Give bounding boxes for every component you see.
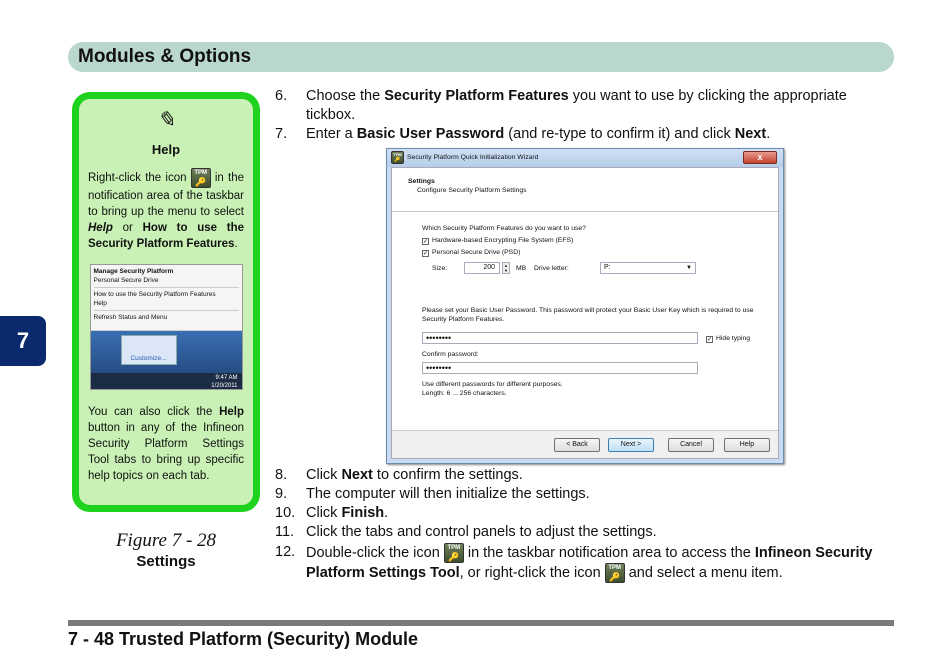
pencil-icon: ✎ bbox=[156, 107, 176, 132]
password-hint-2: Length: 6 ... 256 characters. bbox=[422, 390, 507, 397]
menu-item-refresh[interactable]: Refresh Status and Menu bbox=[93, 314, 168, 321]
efs-checkbox-row[interactable]: ✓ Hardware-based Encrypting File System (EFS) bbox=[423, 237, 574, 245]
password-hint-1: Use different passwords for different purposes. bbox=[422, 381, 563, 388]
features-question: Which Security Platform Features do you want to use? bbox=[422, 225, 586, 232]
tpm-icon: TPM 🔑 bbox=[191, 168, 211, 188]
step-8: 8. Click Next to confirm the settings. bbox=[275, 467, 523, 483]
back-button[interactable]: < Back bbox=[554, 438, 600, 452]
step-7: 7. Enter a Basic User Password (and re-type to confirm it) and click Next. bbox=[275, 126, 771, 142]
help-sidebar bbox=[72, 92, 260, 512]
dialog-header bbox=[392, 168, 778, 212]
dialog-subheading: Configure Security Platform Settings bbox=[417, 187, 527, 194]
chevron-down-icon: ▼ bbox=[686, 265, 692, 271]
desktop-background bbox=[91, 331, 242, 390]
step-11: 11. Click the tabs and control panels to adjust the settings. bbox=[275, 524, 657, 540]
step-6: 6. Choose the Security Platform Features you want to use by clicking the appropriate tickbox. bbox=[275, 88, 847, 123]
dialog-heading: Settings bbox=[408, 178, 435, 185]
dialog-title: Security Platform Quick Initialization Wizard bbox=[407, 154, 539, 161]
size-unit: MB bbox=[516, 265, 527, 272]
taskbar bbox=[91, 373, 242, 390]
step-10: 10. Click Finish. bbox=[275, 505, 389, 521]
figure-caption bbox=[72, 530, 260, 572]
hide-typing-row[interactable]: ✓ Hide typing bbox=[707, 335, 751, 343]
help-title: Help bbox=[151, 142, 181, 157]
step-12: 12. Double-click the icon TPM 🔑 in the taskbar notification area to access the Infineon Security Platform Settings Tool, or right-click the icon TPM 🔑 and select a menu item. bbox=[275, 544, 873, 582]
drive-letter-select[interactable]: P: ▼ bbox=[600, 262, 696, 274]
figure-number: Figure 7 - 28 bbox=[115, 530, 217, 551]
footer-rule bbox=[68, 620, 894, 626]
help-button[interactable]: Help bbox=[724, 438, 770, 452]
dialog-footer bbox=[392, 430, 778, 458]
footer-title: 7 - 48 Trusted Platform (Security) Module bbox=[68, 629, 419, 649]
taskbar-date: 1/20/2011 bbox=[211, 383, 238, 389]
dialog-titlebar bbox=[387, 149, 783, 167]
help-paragraph-1: Right-click the icon TPM 🔑 in the notification area of the taskbar to bring up the menu to select Help or How to use the Security Platform Features. bbox=[88, 170, 244, 250]
tpm-icon: TPM 🔑 bbox=[444, 543, 464, 563]
hide-typing-checkbox[interactable]: ✓ bbox=[707, 337, 713, 343]
menu-item-manage[interactable]: Manage Security Platform bbox=[93, 268, 174, 275]
customize-link[interactable]: Customize... bbox=[121, 335, 177, 365]
figure-name: Settings bbox=[136, 553, 196, 570]
size-spinner[interactable]: ▲ ▼ bbox=[502, 262, 510, 274]
password-instructions: Please set your Basic User Password. This password will protect your Basic User Key which is required to use Security Platform Features. bbox=[422, 307, 754, 323]
chapter-tab: 7 bbox=[0, 316, 46, 366]
size-input[interactable]: 200 bbox=[464, 262, 500, 274]
dialog-body bbox=[391, 167, 779, 459]
cancel-button[interactable]: Cancel bbox=[668, 438, 714, 452]
tpm-icon: TPM 🔑 bbox=[391, 151, 404, 164]
page-header-title: Modules & Options bbox=[78, 46, 252, 67]
psd-checkbox-row[interactable]: ✓ Personal Secure Drive (PSD) bbox=[423, 249, 521, 257]
menu-item-how-to-use[interactable]: How to use the Security Platform Features bbox=[93, 291, 216, 298]
wizard-dialog bbox=[386, 148, 784, 464]
taskbar-clock: 9:47 AM bbox=[215, 375, 238, 381]
drive-letter-label: Drive letter: bbox=[534, 265, 569, 272]
password-input[interactable]: •••••••• bbox=[422, 332, 698, 344]
confirm-password-label: Confirm password: bbox=[422, 351, 479, 358]
context-menu-screenshot bbox=[90, 264, 243, 390]
efs-checkbox[interactable]: ✓ bbox=[423, 239, 429, 245]
step-9: 9. The computer will then initialize the settings. bbox=[275, 486, 590, 502]
size-label: Size: bbox=[432, 265, 448, 272]
tpm-icon: TPM 🔑 bbox=[605, 563, 625, 583]
menu-item-help[interactable]: Help bbox=[93, 300, 107, 307]
help-paragraph-2: You can also click the Help button in any of the Infineon Security Platform Settings Tool tabs to bring up specific help topics on each tab. bbox=[88, 406, 245, 482]
next-button[interactable]: Next > bbox=[608, 438, 654, 452]
confirm-password-input[interactable]: •••••••• bbox=[422, 362, 698, 374]
context-menu bbox=[91, 265, 242, 331]
psd-checkbox[interactable]: ✓ bbox=[423, 251, 429, 257]
menu-item-psd[interactable]: Personal Secure Drive bbox=[93, 277, 159, 284]
close-button[interactable]: x bbox=[743, 151, 777, 164]
